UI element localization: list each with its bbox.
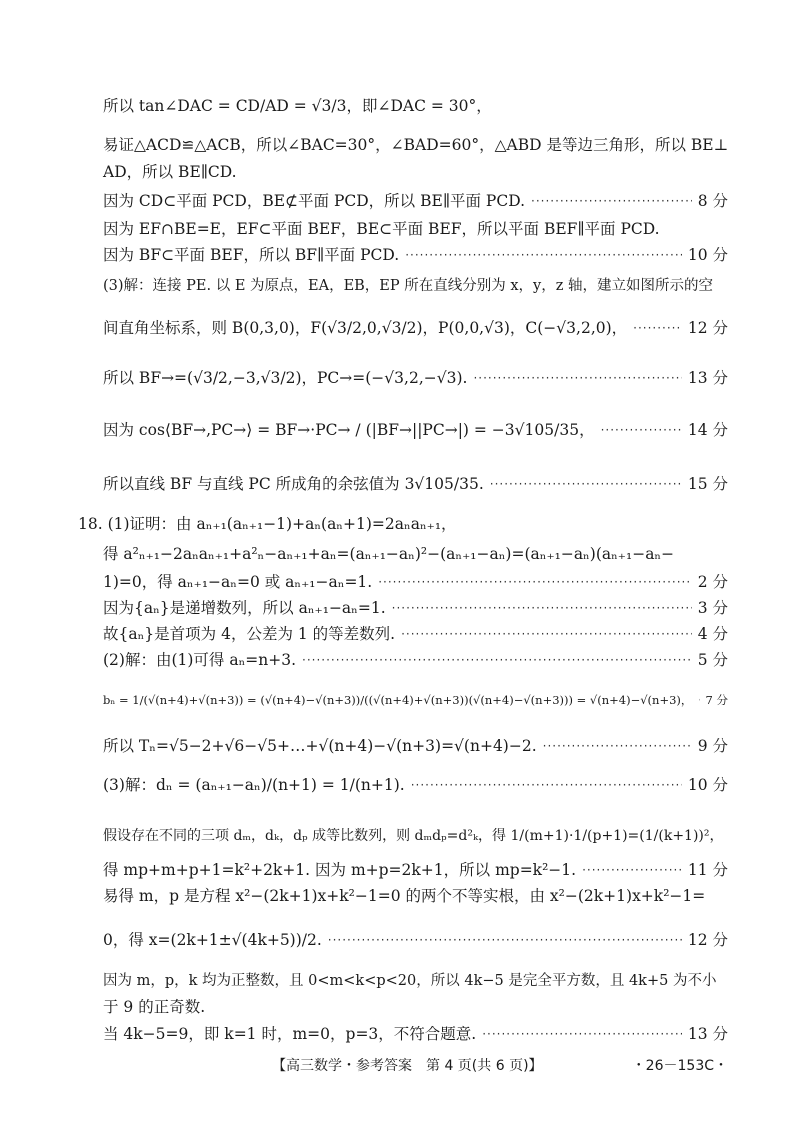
solution-line: 所以 Tₙ=√5−2+√6−√5+…+√(n+4)−√(n+3)=√(n+4)−2. ····· 9 分 bbox=[103, 736, 728, 756]
solution-line: 所以直线 BF 与直线 PC 所成角的余弦值为 3√105/35. ····· 15 分 bbox=[103, 474, 728, 494]
solution-line: 因为 BF⊂平面 BEF，所以 BF∥平面 PCD. ····· 10 分 bbox=[103, 245, 728, 265]
solution-line: 因为 m，p，k 均为正整数，且 0<m<k<p<20，所以 4k−5 是完全平方数，且 4k+5 为不小 bbox=[103, 973, 717, 989]
score-mark: 10 分 bbox=[687, 776, 728, 794]
score-mark: 7 分 bbox=[705, 693, 728, 707]
score-mark: 14 分 bbox=[687, 421, 728, 439]
solution-line: 假设存在不同的三项 dₘ，dₖ，dₚ 成等比数列，则 dₘdₚ=d²ₖ，得 1/(m+1)·1/(p+1)=(1/(k+1))²， bbox=[103, 828, 724, 844]
solution-line: 易得 m，p 是方程 x²−(2k+1)x+k²−1=0 的两个不等实根，由 x²−(2k+1)x+k²−1= bbox=[103, 887, 706, 905]
leader-dots bbox=[531, 191, 692, 211]
score-mark: 12 分 bbox=[687, 931, 728, 949]
leader-dots bbox=[378, 572, 691, 592]
leader-dots bbox=[482, 1024, 682, 1044]
solution-line: 因为 cos⟨BF→,PC→⟩ = BF→·PC→ / (|BF→||PC→|) = −3√105/35， ····· 14 分 bbox=[103, 420, 728, 440]
score-mark: 5 分 bbox=[697, 651, 728, 669]
footer-title: 【高三数学・参考答案 第 4 页(共 6 页)】 bbox=[272, 1058, 543, 1074]
leader-dots bbox=[328, 930, 682, 950]
leader-dots bbox=[582, 860, 682, 880]
score-mark: 9 分 bbox=[697, 737, 728, 755]
leader-dots bbox=[601, 420, 682, 440]
solution-line: 因为{aₙ}是递增数列，所以 aₙ₊₁−aₙ=1. ····· 3 分 bbox=[103, 598, 728, 618]
score-mark: 12 分 bbox=[687, 319, 728, 337]
score-mark: 10 分 bbox=[687, 246, 728, 264]
solution-line: 当 4k−5=9，即 k=1 时，m=0，p=3，不符合题意. ····· 13 分 bbox=[103, 1024, 728, 1044]
leader-dots bbox=[401, 624, 692, 644]
leader-dots bbox=[411, 775, 682, 795]
solution-line: (3)解：连接 PE. 以 E 为原点，EA，EB，EP 所在直线分别为 x，y，z 轴，建立如图所示的空 bbox=[103, 278, 713, 294]
solution-line: 所以 tan∠DAC = CD/AD = √3/3，即∠DAC = 30°， bbox=[103, 97, 492, 115]
solution-line: 间直角坐标系，则 B(0,3,0)，F(√3/2,0,√3/2)，P(0,0,√3)，C(−√3,2,0)， ····· 12 分 bbox=[103, 318, 728, 338]
footer-code: ・26－153C・ bbox=[631, 1058, 728, 1074]
leader-dots bbox=[473, 368, 681, 388]
solution-line: (3)解：dₙ = (aₙ₊₁−aₙ)/(n+1) = 1/(n+1). ····· 10 分 bbox=[103, 775, 728, 795]
leader-dots bbox=[543, 736, 692, 756]
solution-line: 得 mp+m+p+1=k²+2k+1. 因为 m+p=2k+1，所以 mp=k²−1. ····· 11 分 bbox=[103, 860, 728, 880]
score-mark: 13 分 bbox=[687, 369, 728, 387]
solution-line: 1)=0，得 aₙ₊₁−aₙ=0 或 aₙ₊₁−aₙ=1. ····· 2 分 bbox=[103, 572, 728, 592]
score-mark: 4 分 bbox=[697, 625, 728, 643]
leader-dots bbox=[698, 690, 699, 710]
score-mark: 8 分 bbox=[697, 192, 728, 210]
leader-dots bbox=[392, 598, 692, 618]
solution-line: 易证△ACD≌△ACB，所以∠BAC=30°，∠BAD=60°，△ABD 是等边三角形，所以 BE⊥ bbox=[103, 136, 729, 154]
score-mark: 2 分 bbox=[697, 573, 728, 591]
solution-line: 于 9 的正奇数. bbox=[103, 998, 206, 1016]
solution-line: 得 a²ₙ₊₁−2aₙaₙ₊₁+a²ₙ−aₙ₊₁+aₙ=(aₙ₊₁−aₙ)²−(aₙ₊₁−aₙ)=(aₙ₊₁−aₙ)(aₙ₊₁−aₙ− bbox=[103, 545, 675, 563]
leader-dots bbox=[405, 245, 682, 265]
score-mark: 15 分 bbox=[687, 475, 728, 493]
solution-line: 0，得 x=(2k+1±√(4k+5))/2. ····· 12 分 bbox=[103, 930, 728, 950]
solution-line: bₙ = 1/(√(n+4)+√(n+3)) = (√(n+4)−√(n+3))/((√(n+4)+√(n+3))(√(n+4)−√(n+3))) = √(n+4)−√(n+3)， ····· 7 分 bbox=[103, 690, 728, 710]
score-mark: 11 分 bbox=[687, 861, 728, 879]
score-mark: 13 分 bbox=[687, 1025, 728, 1043]
solution-line: AD，所以 BE∥CD. bbox=[103, 163, 237, 181]
solution-line: 因为 CD⊂平面 PCD，BE⊄平面 PCD，所以 BE∥平面 PCD. ····· 8 分 bbox=[103, 191, 728, 211]
solution-line: 故{aₙ}是首项为 4，公差为 1 的等差数列. ····· 4 分 bbox=[103, 624, 728, 644]
leader-dots bbox=[302, 650, 692, 670]
solution-line: 18. (1)证明：由 aₙ₊₁(aₙ₊₁−1)+aₙ(aₙ+1)=2aₙaₙ₊₁， bbox=[78, 515, 457, 533]
solution-line: (2)解：由(1)可得 aₙ=n+3. ····· 5 分 bbox=[103, 650, 728, 670]
leader-dots bbox=[633, 318, 682, 338]
solution-line: 所以 BF→=(√3/2,−3,√3/2)，PC→=(−√3,2,−√3). ····· 13 分 bbox=[103, 368, 728, 388]
leader-dots bbox=[490, 474, 682, 494]
score-mark: 3 分 bbox=[697, 599, 728, 617]
solution-line: 因为 EF∩BE=E，EF⊂平面 BEF，BE⊂平面 BEF，所以平面 BEF∥平面 PCD. bbox=[103, 220, 660, 238]
